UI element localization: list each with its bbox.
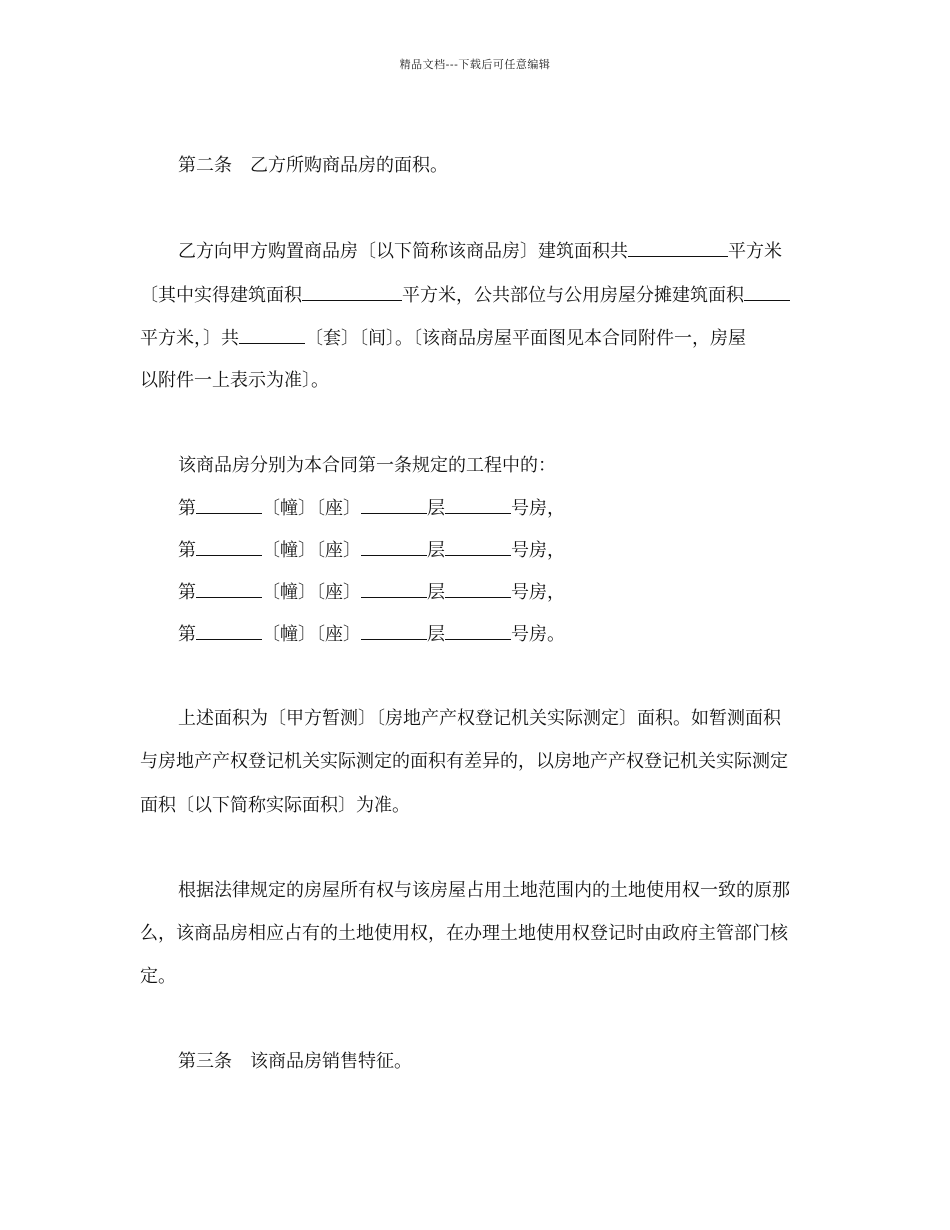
- land-use-paragraph-line-1: 根据法律规定的房屋所有权与该房屋占用土地范围内的土地使用权一致的原那: [178, 880, 790, 901]
- page-header: 精品文档---下载后可任意编辑: [399, 58, 551, 71]
- text: 〔幢〕〔座〕: [262, 540, 361, 561]
- text: 〔幢〕〔座〕: [262, 624, 361, 645]
- text: 第: [178, 582, 196, 603]
- measurement-paragraph-line-1: 上述面积为〔甲方暂测〕〔房地产产权登记机关实际测定〕面积。如暂测面积: [178, 708, 781, 729]
- text: 第: [178, 498, 196, 519]
- text: 层: [427, 540, 445, 561]
- location-row: [178, 497, 565, 520]
- land-use-paragraph-line-3: 定。: [140, 966, 176, 987]
- text: 号房。: [511, 624, 565, 645]
- location-intro: 该商品房分别为本合同第一条规定的工程中的：: [178, 455, 556, 476]
- text: 层: [427, 498, 445, 519]
- area-paragraph-line-1: [178, 240, 782, 263]
- area-paragraph-line-4: 以附件一上表示为准〕。: [140, 370, 329, 391]
- blank-floor: [361, 497, 427, 514]
- article-2-title: 第二条 乙方所购商品房的面积。: [178, 155, 448, 176]
- measurement-paragraph-line-3: 面积〔以下简称实际面积〕为准。: [140, 795, 410, 816]
- blank-building: [196, 497, 262, 514]
- text: 〔套〕〔间〕。〔该商品房屋平面图见本合同附件一，房屋: [305, 328, 746, 349]
- text: 〔幢〕〔座〕: [262, 498, 361, 519]
- blank-shared-area: [744, 284, 790, 301]
- location-row: [178, 581, 565, 604]
- land-use-paragraph-line-2: 么，该商品房相应占有的土地使用权，在办理土地使用权登记时由政府主管部门核: [140, 923, 788, 944]
- blank-room: [445, 623, 511, 640]
- text: 层: [427, 624, 445, 645]
- text: 〔其中实得建筑面积: [140, 285, 302, 306]
- article-3-title: 第三条 该商品房销售特征。: [178, 1051, 412, 1072]
- text: 层: [427, 582, 445, 603]
- measurement-paragraph-line-2: 与房地产产权登记机关实际测定的面积有差异的，以房地产产权登记机关实际测定: [140, 751, 788, 772]
- text: 号房，: [511, 582, 565, 603]
- text: 平方米: [728, 241, 782, 262]
- text: 平方米，公共部位与公用房屋分摊建筑面积: [402, 285, 744, 306]
- blank-total-area: [628, 240, 728, 257]
- text: 第: [178, 624, 196, 645]
- location-row: [178, 539, 565, 562]
- blank-room: [445, 539, 511, 556]
- blank-building: [196, 623, 262, 640]
- blank-floor: [361, 539, 427, 556]
- blank-unit-count: [239, 327, 305, 344]
- blank-actual-area: [302, 284, 402, 301]
- blank-building: [196, 581, 262, 598]
- text: 〔幢〕〔座〕: [262, 582, 361, 603]
- blank-room: [445, 497, 511, 514]
- area-paragraph-line-2: [140, 284, 790, 307]
- text: 号房，: [511, 540, 565, 561]
- text: 平方米，〕共: [140, 328, 239, 349]
- text: 号房，: [511, 498, 565, 519]
- blank-floor: [361, 581, 427, 598]
- text: 乙方向甲方购置商品房〔以下简称该商品房〕建筑面积共: [178, 241, 628, 262]
- blank-building: [196, 539, 262, 556]
- blank-room: [445, 581, 511, 598]
- blank-floor: [361, 623, 427, 640]
- location-row: [178, 623, 565, 646]
- area-paragraph-line-3: [140, 327, 746, 350]
- text: 第: [178, 540, 196, 561]
